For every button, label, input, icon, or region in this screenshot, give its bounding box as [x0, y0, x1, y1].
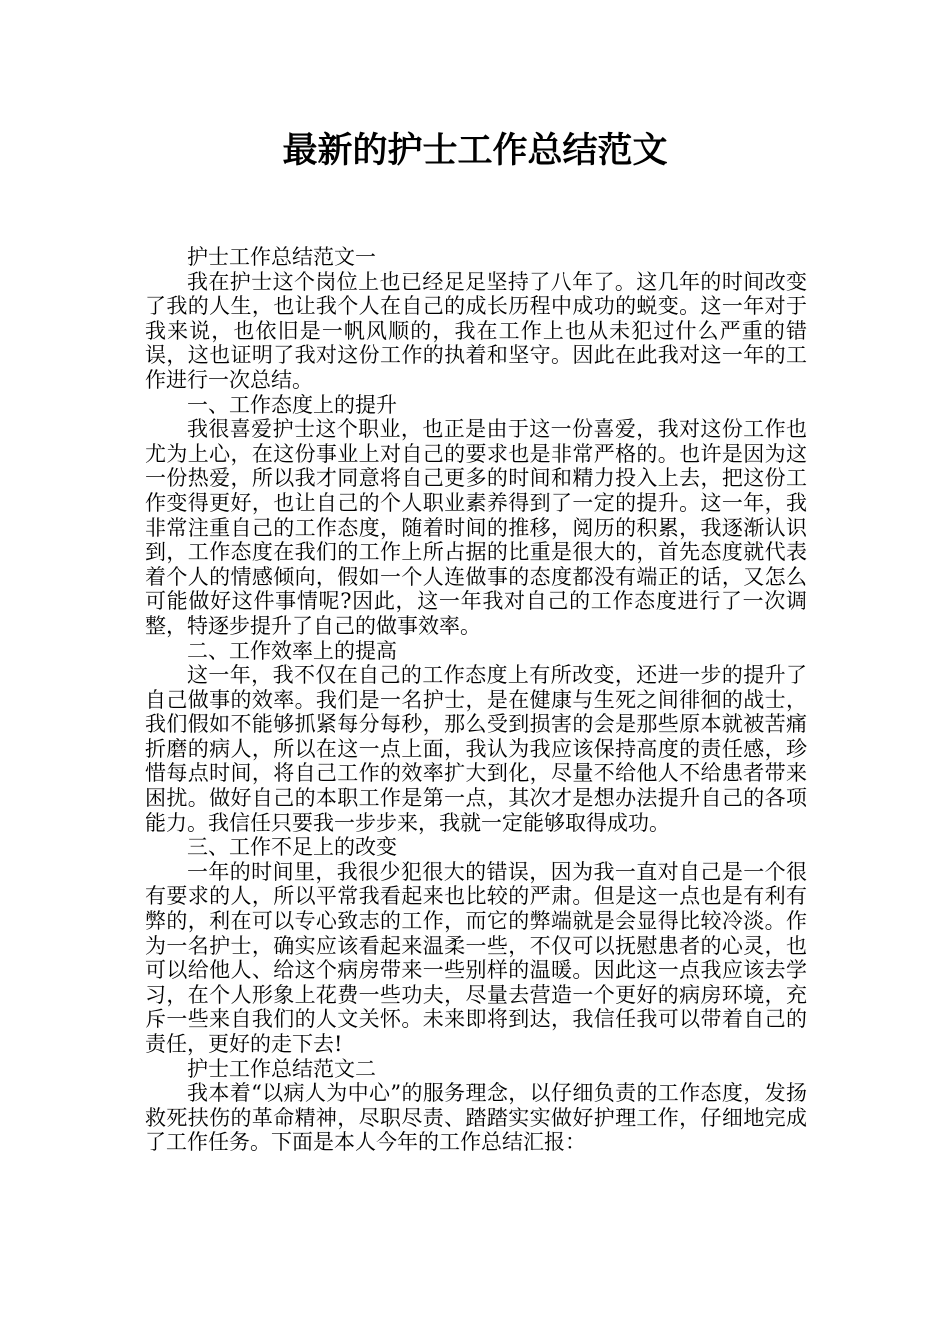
paragraph-attitude: 我很喜爱护士这个职业，也正是由于这一份喜爱，我对这份工作也尤为上心，在这份事业上对自己的要求也是非常严格的。也许是因为这一份热爱，所以我才同意将自己更多的时间和精力投入上去，把这份工作变得更好，也让自己的个人职业素养得到了一定的提升。这一年，我非常注重自己的工作态度，随着时间的推移，阅历的积累，我逐渐认识到，工作态度在我们的工作上所占据的比重是很大的，首先态度就代表着个人的情感倾向，假如一个人连做事的态度都没有端正的话，又怎么可能做好这件事情呢?因此，这一年我对自己的工作态度进行了一次调整，特逐步提升了自己的做事效率。	[145, 417, 807, 638]
section-heading-attitude: 一、工作态度上的提升	[187, 392, 397, 417]
paragraph-introduction: 我在护士这个岗位上也已经足足坚持了八年了。这几年的时间改变了我的人生，也让我个人在自己的成长历程中成功的蜕变。这一年对于我来说，也依旧是一帆风顺的，我在工作上也从未犯过什么严重的错误，这也证明了我对这份工作的执着和坚守。因此在此我对这一年的工作进行一次总结。	[145, 269, 807, 392]
paragraph-essay-two-intro: 我本着“以病人为中心”的服务理念，以仔细负责的工作态度，发扬救死扶伤的革命精神，尽职尽责、踏踏实实做好护理工作，仔细地完成了工作任务。下面是本人今年的工作总结汇报：	[145, 1081, 807, 1155]
document-body	[145, 245, 807, 1155]
paragraph-shortcomings: 一年的时间里，我很少犯很大的错误，因为我一直对自己是一个很有要求的人，所以平常我看起来也比较的严肃。但是这一点也是有利有弊的，利在可以专心致志的工作，而它的弊端就是会显得比较冷淡。作为一名护士，确实应该看起来温柔一些，不仅可以抚慰患者的心灵，也可以给他人、给这个病房带来一些别样的温暖。因此这一点我应该去学习，在个人形象上花费一些功夫，尽量去营造一个更好的病房环境，充斥一些来自我们的人文关怀。未来即将到达，我信任我可以带着自己的责任，更好的走下去!	[145, 859, 807, 1056]
section-heading-efficiency: 二、工作效率上的提高	[187, 638, 397, 663]
section-heading-essay-one: 护士工作总结范文一	[187, 245, 376, 269]
section-heading-essay-two: 护士工作总结范文二	[187, 1056, 376, 1081]
document-title: 最新的护士工作总结范文	[282, 131, 668, 171]
paragraph-efficiency: 这一年，我不仅在自己的工作态度上有所改变，还进一步的提升了自己做事的效率。我们是一名护士，是在健康与生死之间徘徊的战士，我们假如不能够抓紧每分每秒，那么受到损害的会是那些原本就被苦痛折磨的病人，所以在这一点上面，我认为我应该保持高度的责任感，珍惜每点时间，将自己工作的效率扩大到化，尽量不给他人不给患者带来困扰。做好自己的本职工作是第一点，其次才是想办法提升自己的各项能力。我信任只要我一步步来，我就一定能够取得成功。	[145, 663, 807, 835]
section-heading-shortcomings: 三、工作不足上的改变	[187, 835, 397, 860]
